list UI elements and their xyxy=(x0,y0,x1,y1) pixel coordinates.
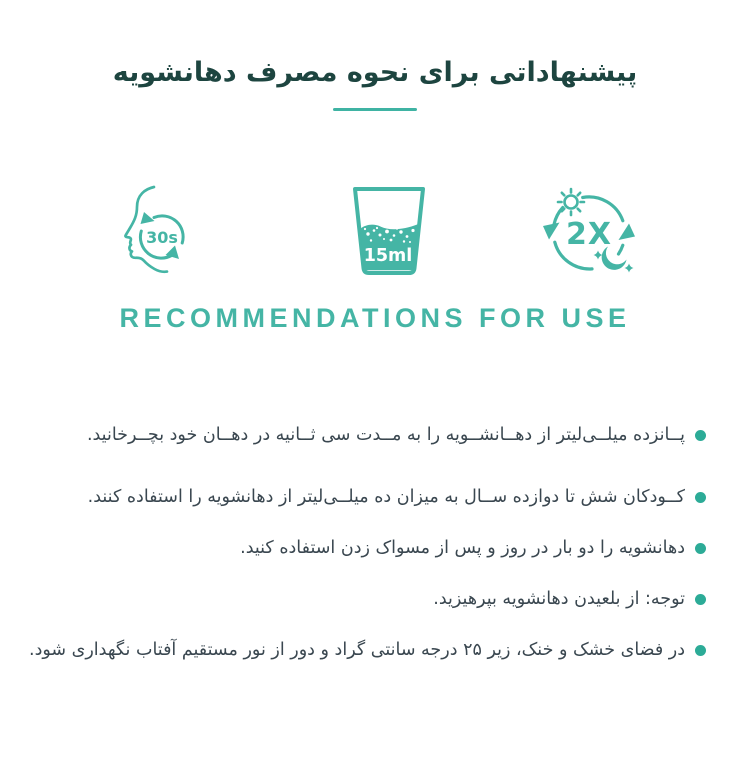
list-item xyxy=(44,588,706,611)
list-item-text: پــانزده میلــی‌لیتر از دهــانشــویه را به مــدت سی ثــانیه در دهــان خود بچــرخانید. xyxy=(86,425,685,446)
cycle-arrowhead-right xyxy=(619,224,636,241)
list-item xyxy=(44,486,706,509)
bullet-dot xyxy=(695,492,706,503)
list-item-text: در فضای خشک و خنک، زیر ۲۵ درجه سانتی گراد و دور از نور مستقیم آفتاب نگهداری شود. xyxy=(29,640,685,661)
bullet-dot xyxy=(695,594,706,605)
list-item-text: کــودکان شش تا دوازده ســال به میزان ده میلــی‌لیتر از دهانشویه را استفاده کنند. xyxy=(87,487,685,508)
swish-30-seconds-icon xyxy=(121,184,191,282)
list-item xyxy=(44,424,706,447)
swish-arrowhead-top xyxy=(141,212,155,224)
list-item xyxy=(29,639,706,662)
icons-row xyxy=(0,184,750,282)
dose-15ml-glass-icon xyxy=(344,184,434,280)
page-title: پیشنهاداتی برای نحوه مصرف دهانشویه xyxy=(112,57,638,89)
list-item-text: دهانشویه را دو بار در روز و پس از مسواک زدن استفاده کنید. xyxy=(240,538,685,559)
bullet-dot xyxy=(695,645,706,656)
cycle-arrowhead-left xyxy=(543,223,560,240)
star-sparkle-right xyxy=(625,264,634,273)
title-underline xyxy=(333,108,417,111)
bullet-dot xyxy=(695,430,706,441)
recommendations-list xyxy=(29,424,706,662)
twice-daily-icon xyxy=(541,184,637,279)
bullet-dot xyxy=(695,543,706,554)
sun-icon xyxy=(558,189,584,215)
frequency-label: 2X xyxy=(565,217,613,253)
list-item-text: توجه: از بلعیدن دهانشویه بپرهیزید. xyxy=(433,589,685,610)
section-heading: RECOMMENDATIONS FOR USE xyxy=(119,303,631,334)
list-item xyxy=(44,537,706,560)
dose-volume-label: 15ml xyxy=(363,246,413,267)
infographic-page xyxy=(0,18,750,768)
swish-duration-label: 30s xyxy=(146,228,178,248)
